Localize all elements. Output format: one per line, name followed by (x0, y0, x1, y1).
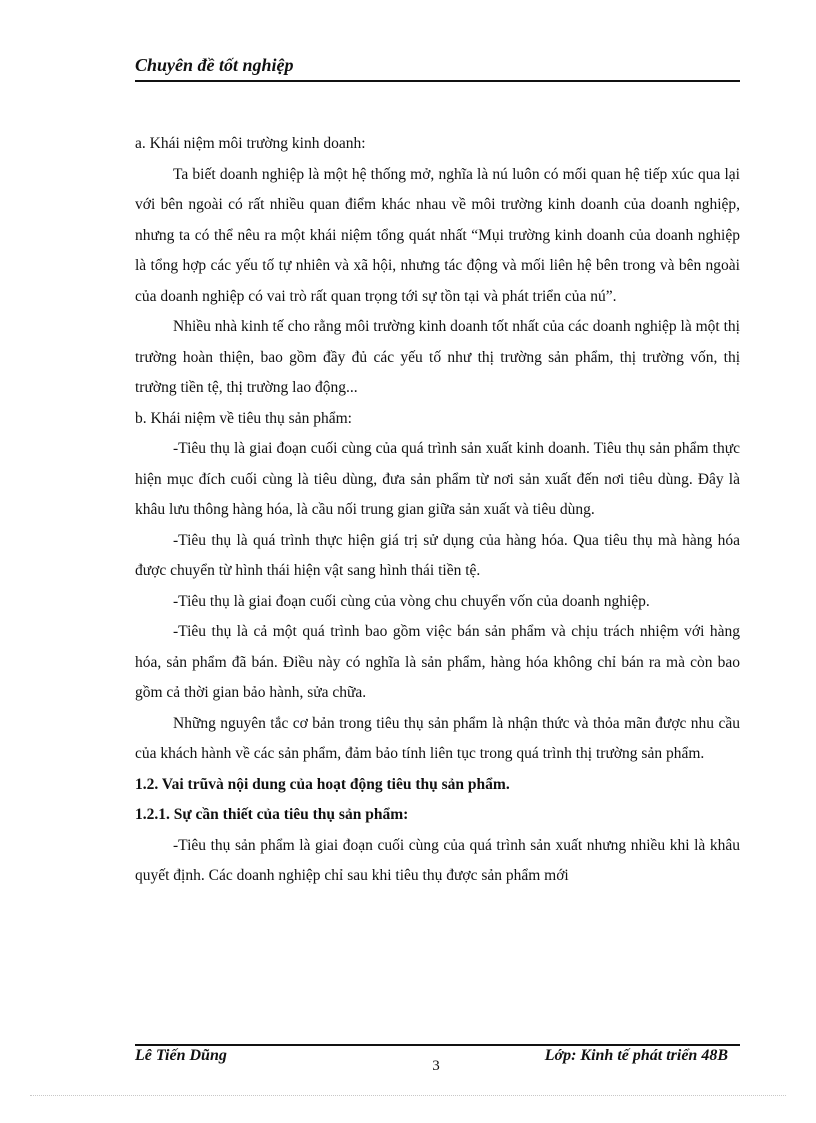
paragraph: -Tiêu thụ là cả một quá trình bao gồm việc bán sản phẩm và chịu trách nhiệm với hàng hóa, sản phẩm đã bán. Điều này có nghĩa là sản phẩm, hàng hóa không chỉ bán ra mà còn bao gồm cả thời gian bảo hành, sửa chữa. (135, 623, 740, 701)
page-edge-divider (30, 1095, 786, 1096)
header-title: Chuyên đề tốt nghiệp (135, 55, 294, 75)
paragraph: Ta biết doanh nghiệp là một hệ thống mở, nghĩa là nú luôn có mối quan hệ tiếp xúc qua lại với bên ngoài có rất nhiều quan điểm khác nhau về môi trường kinh doanh của doanh nghiệp, nhưng ta có thể nêu ra một khái niệm tổng quát nhất “Mụi trường kinh doanh của doanh nghiệp là tổng hợp các yếu tố tự nhiên và xã hội, nhưng tác động và mối liên hệ bên trong và bên ngoài của doanh nghiệp có vai trò rất quan trọng tới sự tồn tại và phát triển của nú”. (135, 165, 740, 305)
paragraph: Những nguyên tắc cơ bản trong tiêu thụ sản phẩm là nhận thức và thỏa mãn được nhu cầu của khách hành về các sản phẩm, đảm bảo tính liên tục trong quá trình thị trường sản phẩm. (135, 714, 740, 762)
paragraph: a. Khái niệm môi trường kinh doanh: (135, 135, 366, 152)
paragraph: -Tiêu thụ là giai đoạn cuối cùng của vòng chu chuyển vốn của doanh nghiệp. (173, 592, 650, 610)
subsection-heading: 1.2.1. Sự cần thiết của tiêu thụ sản phẩm: (135, 806, 409, 823)
paragraph: -Tiêu thụ sản phẩm là giai đoạn cuối cùng của quá trình sản xuất nhưng nhiều khi là khâu quyết định. Các doanh nghiệp chỉ sau khi tiêu thụ được sản phẩm mới (135, 836, 740, 884)
paragraph: b. Khái niệm về tiêu thụ sản phẩm: (135, 409, 352, 427)
footer-class: Lớp: Kinh tế phát triển 48B (544, 1047, 728, 1064)
paragraph: -Tiêu thụ là quá trình thực hiện giá trị sử dụng của hàng hóa. Qua tiêu thụ mà hàng hóa được chuyển từ hình thái hiện vật sang hình thái tiền tệ. (135, 531, 740, 579)
section-heading: 1.2. Vai trũvà nội dung của hoạt động tiêu thụ sản phẩm. (135, 775, 510, 793)
footer-divider (135, 1044, 740, 1046)
page-number: 3 (432, 1058, 440, 1074)
document-body (135, 129, 740, 892)
paragraph: -Tiêu thụ là giai đoạn cuối cùng của quá trình sản xuất kinh doanh. Tiêu thụ sản phẩm thực hiện mục đích cuối cùng là tiêu dùng, đưa sản phẩm từ nơi sản xuất đến nơi tiêu dùng. Đây là khâu lưu thông hàng hóa, là cầu nối trung gian giữa sản xuất và tiêu dùng. (135, 440, 740, 518)
footer-author: Lê Tiến Dũng (135, 1047, 227, 1064)
paragraph: Nhiều nhà kinh tế cho rằng môi trường kinh doanh tốt nhất của các doanh nghiệp là một thị trường hoàn thiện, bao gồm đầy đủ các yếu tố như thị trường sản phẩm, thị trường vốn, thị trường tiền tệ, thị trường lao động... (135, 318, 740, 396)
page-header (135, 55, 740, 82)
